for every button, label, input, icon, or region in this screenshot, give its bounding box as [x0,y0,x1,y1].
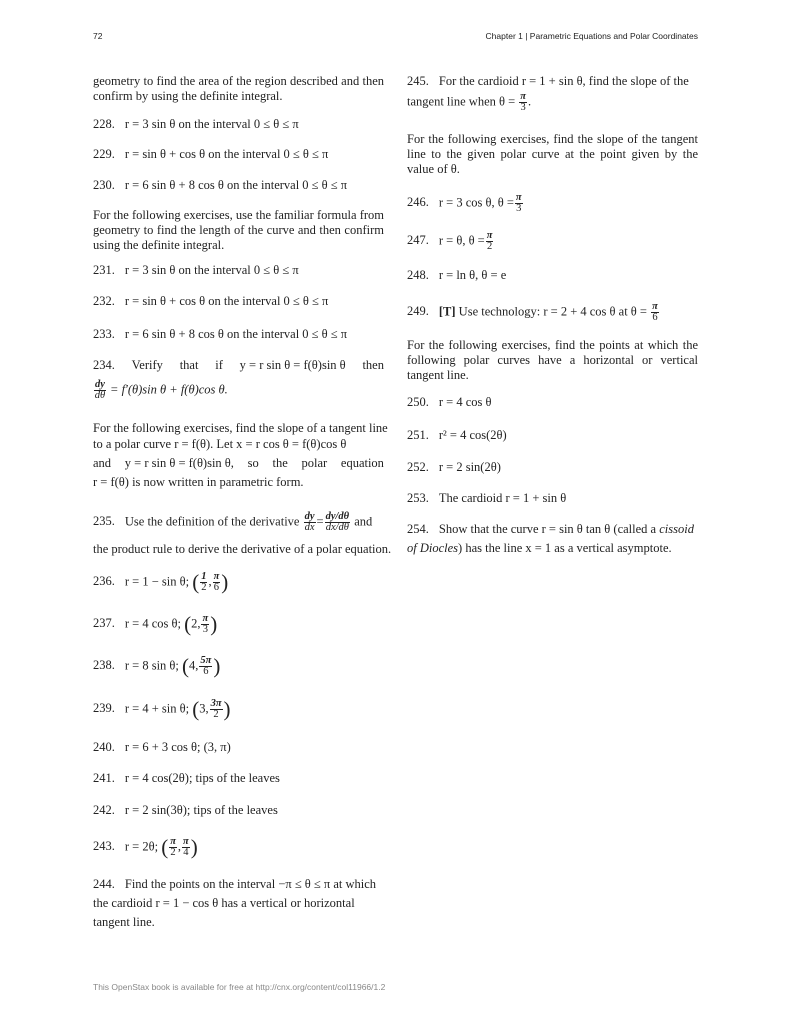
intro-paragraph: geometry to find the area of the region described and then confirm by using the definite integral. [93,74,384,103]
page-number: 72 [93,31,103,41]
exercise-247: 247. r = θ, θ = $\frac{\pi}{2}$ [407,230,493,252]
exercise-235: 235. Use the definition of the derivative $\frac{dy}{dx}$ = $\frac{dy/d\theta}{dx/d\theta}$ and [93,511,373,533]
exercise-232: 232. r = sin θ + cos θ on the interval 0 ≤ θ ≤ π [93,294,329,308]
exercise-241: 241. r = 4 cos(2θ); tips of the leaves [93,771,280,785]
exercise-244: 244. Find the points on the interval −π ≤ θ ≤ π at which the cardioid r = 1 − cos θ has a vertical or horizontal tangent line. [93,877,377,929]
exercise-240: 240. r = 6 + 3 cos θ; (3, π) [93,740,231,754]
exercise-234-formula: $\frac{dy}{d\theta}$ = f′(θ)sin θ + f(θ)cos θ. [94,379,228,401]
exercise-233: 233. r = 6 sin θ + 8 cos θ on the interval 0 ≤ θ ≤ π [93,327,348,341]
exercise-248: 248. r = ln θ, θ = e [407,268,507,282]
exercise-239: 239. r = 4 + sin θ; (3, $\frac{3\pi}{2}$ ) [93,697,231,721]
tangent-paragraph: For the following exercises, find the slope of a tangent line to a polar curve r = f(θ). Let x = r cos θ = f(θ)cos θ and y = r sin θ = f(θ)sin θ, so the polar equation r = f(θ) is now written in parametric form. [93,421,388,489]
exercise-246: 246. r = 3 cos θ, θ = $\frac{\pi}{3}$ [407,192,522,214]
exercise-231: 231. r = 3 sin θ on the interval 0 ≤ θ ≤ π [93,263,299,277]
exercise-254: 254. Show that the curve r = sin θ tan θ (called a cissoid of Diocles) has the line x = 1 as a vertical asymptote. [407,522,694,555]
exercise-228: 228. r = 3 sin θ on the interval 0 ≤ θ ≤ π [93,117,299,131]
exercise-249: 249. [T] Use technology: r = 2 + 4 cos θ at θ = $\frac{\pi}{6}$ [407,301,658,323]
exercise-250: 250. r = 4 cos θ [407,395,492,409]
exercise-237: 237. r = 4 cos θ; (2, $\frac{\pi}{3}$ ) [93,612,218,636]
exercise-230: 230. r = 6 sin θ + 8 cos θ on the interval 0 ≤ θ ≤ π [93,178,348,192]
exercise-253: 253. The cardioid r = 1 + sin θ [407,491,567,505]
instructions-paragraph: For the following exercises, use the familiar formula from geometry to find the length of the curve and then confirm using the definite integral. [93,208,384,252]
exercise-243: 243. r = 2θ; ( $\frac{\pi}{2}$ , $\frac{\pi}{4}$ ) [93,835,198,859]
exercise-251: 251. r² = 4 cos(2θ) [407,428,507,442]
exercise-234: 234. Verify that if y = r sin θ = f(θ)sin θ then [93,358,384,372]
exercise-238: 238. r = 8 sin θ; (4, $\frac{5\pi}{6}$ ) [93,654,221,678]
chapter-title: Chapter 1 | Parametric Equations and Polar Coordinates [485,31,698,41]
slope-instructions: For the following exercises, find the slope of the tangent line to the given polar curve at the point given by the value of θ. [407,132,698,176]
tangent-points-instructions: For the following exercises, find the points at which the following polar curves have a horizontal or vertical tangent line. [407,338,698,382]
exercise-242: 242. r = 2 sin(3θ); tips of the leaves [93,803,278,817]
exercise-229: 229. r = sin θ + cos θ on the interval 0 ≤ θ ≤ π [93,147,329,161]
exercise-236: 236. r = 1 − sin θ; ( $\frac{1}{2}$ , $\frac{\pi}{6}$ ) [93,570,229,594]
exercise-235-line2: the product rule to derive the derivative of a polar equation. [93,542,392,556]
footer-note: This OpenStax book is available for free at http://cnx.org/content/col11966/1.2 [93,982,386,992]
exercise-252: 252. r = 2 sin(2θ) [407,460,501,474]
exercise-245: 245. For the cardioid r = 1 + sin θ, find the slope of the tangent line when θ = $\frac{\pi}{3}$ . [407,74,689,113]
